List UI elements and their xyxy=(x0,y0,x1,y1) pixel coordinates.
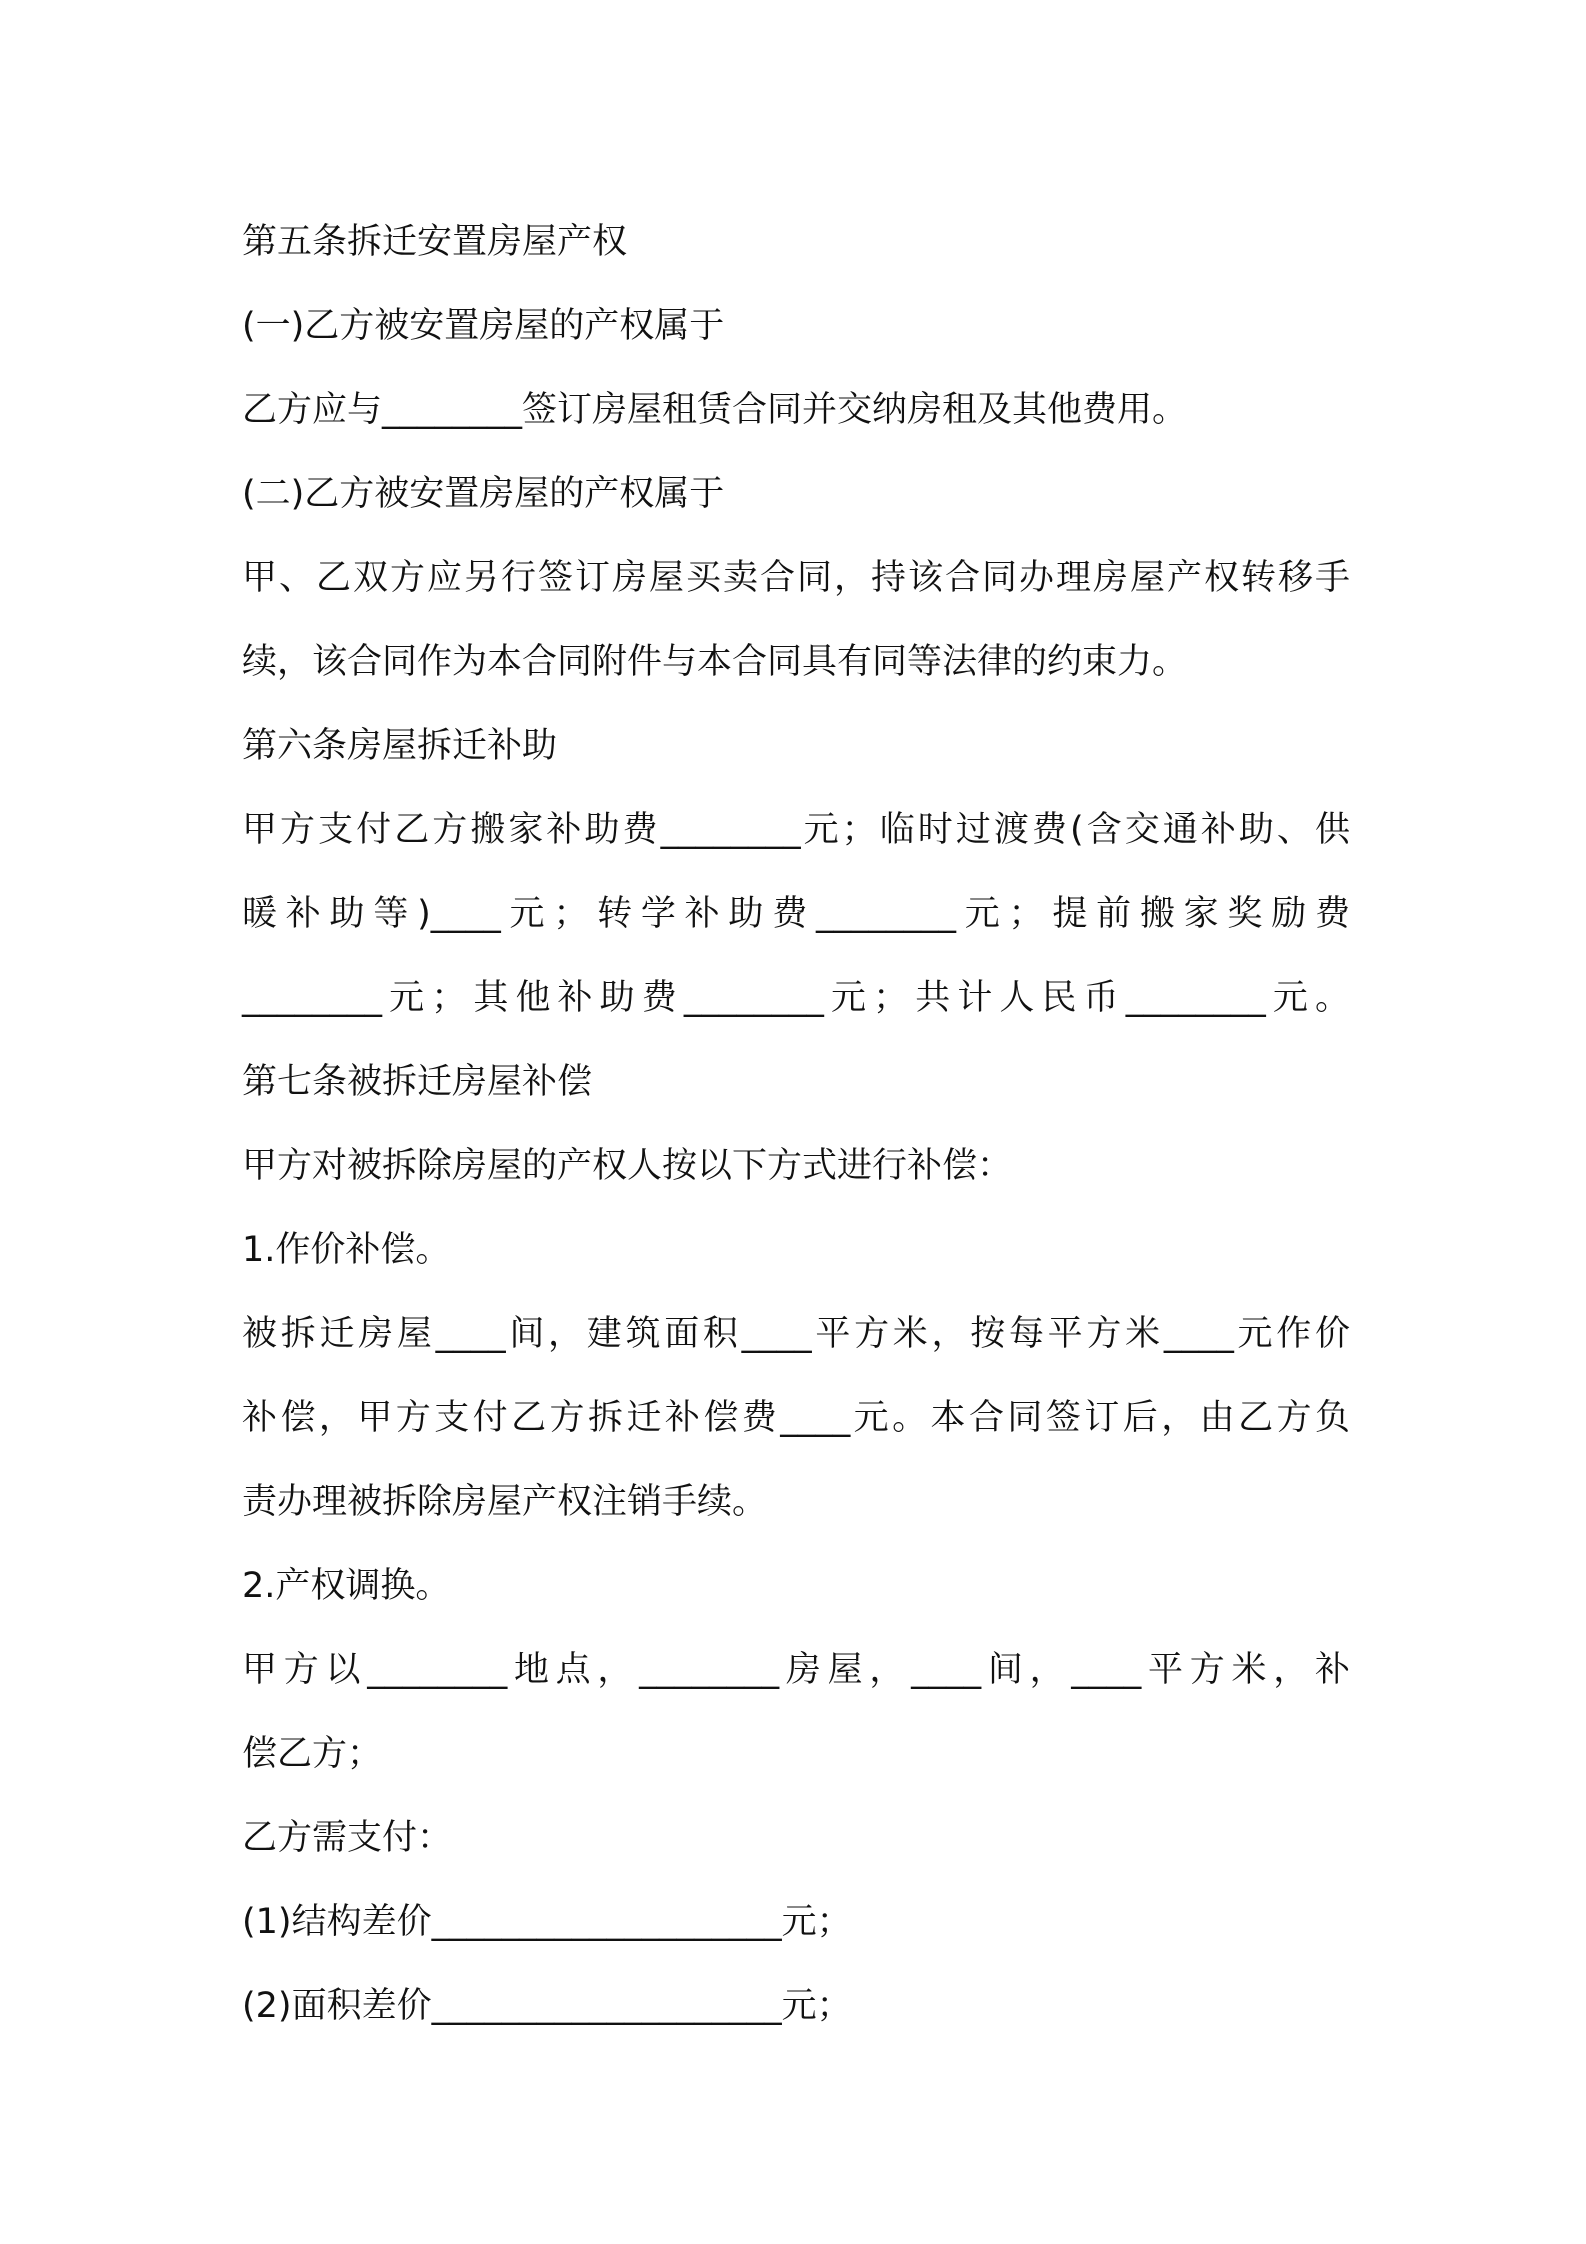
area-price-difference: (2)面积差价____________________元； xyxy=(242,1986,852,2026)
clause-5-1-text: 乙方应与________签订房屋租赁合同并交纳房租及其他费用。 xyxy=(242,390,1188,430)
article-6-text-line-3: ________元；其他补助费________元；共计人民币________元。 xyxy=(242,978,1350,1018)
clause-5-2-text-line-1: 甲、乙双方应另行签订房屋买卖合同，持该合同办理房屋产权转移手 xyxy=(242,558,1350,598)
article-6-heading: 第六条房屋拆迁补助 xyxy=(242,726,558,766)
clause-5-2: (二)乙方被安置房屋的产权属于 xyxy=(242,474,725,514)
clause-5-2-text-line-2: 续，该合同作为本合同附件与本合同具有同等法律的约束力。 xyxy=(242,642,1188,682)
clause-7-1-text-line-3: 责办理被拆除房屋产权注销手续。 xyxy=(242,1482,768,1522)
clause-7-1-heading: 1.作价补偿。 xyxy=(242,1230,451,1270)
clause-7-2-heading: 2.产权调换。 xyxy=(242,1566,451,1606)
article-6-text-line-1: 甲方支付乙方搬家补助费________元；临时过渡费(含交通补助、供 xyxy=(242,810,1350,850)
clause-7-2-text-line-2: 偿乙方； xyxy=(242,1734,383,1774)
article-5-heading: 第五条拆迁安置房屋产权 xyxy=(242,222,628,262)
clause-7-1-text-line-2: 补偿，甲方支付乙方拆迁补偿费____元。本合同签订后，由乙方负 xyxy=(242,1398,1350,1438)
article-7-heading: 第七条被拆迁房屋补偿 xyxy=(242,1062,593,1102)
payment-heading: 乙方需支付： xyxy=(242,1818,453,1858)
article-7-intro: 甲方对被拆除房屋的产权人按以下方式进行补偿： xyxy=(242,1146,1013,1186)
document-body xyxy=(242,200,1350,2048)
clause-7-2-text-line-1: 甲方以________地点，________房屋，____间，____平方米，补 xyxy=(242,1650,1350,1690)
article-6-text-line-2: 暖补助等)____元；转学补助费________元；提前搬家奖励费 xyxy=(242,894,1350,934)
structure-price-difference: (1)结构差价____________________元； xyxy=(242,1902,852,1942)
clause-5-1: (一)乙方被安置房屋的产权属于 xyxy=(242,306,725,346)
clause-7-1-text-line-1: 被拆迁房屋____间，建筑面积____平方米，按每平方米____元作价 xyxy=(242,1314,1350,1354)
